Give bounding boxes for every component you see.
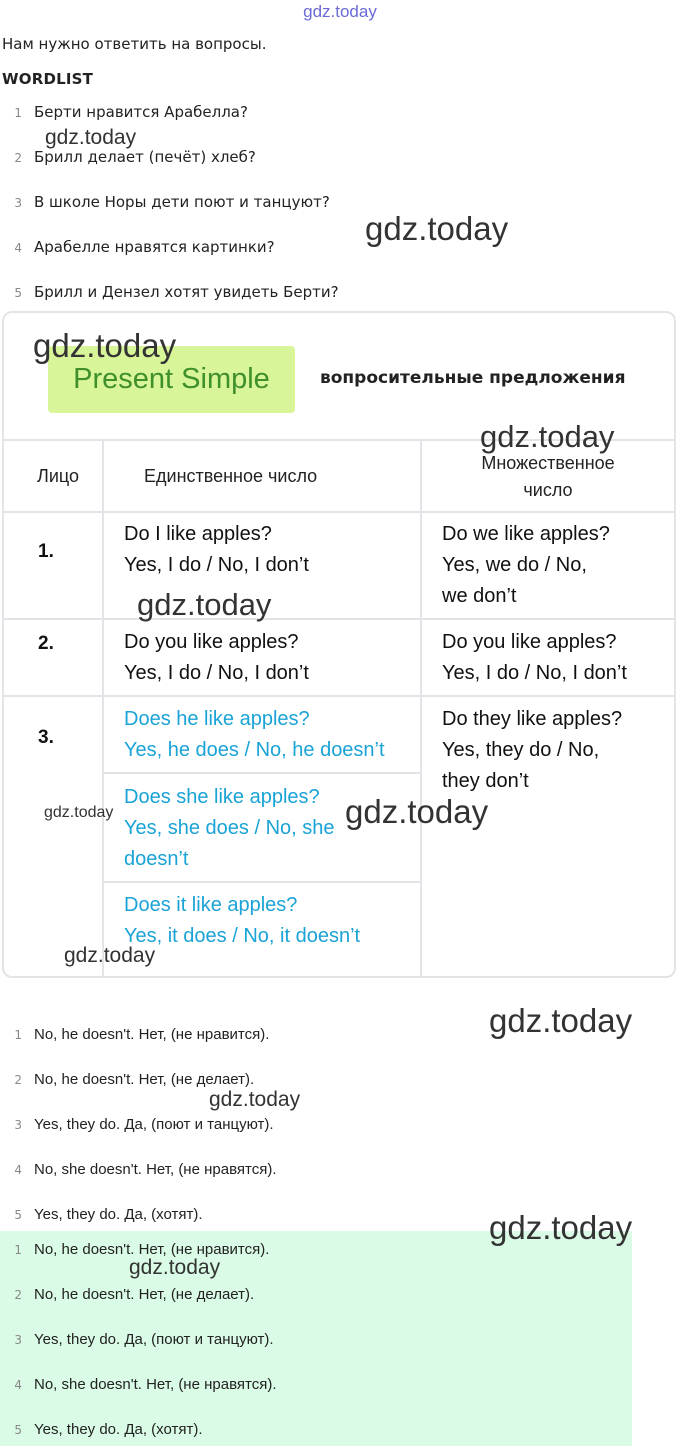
question-item xyxy=(0,101,248,123)
question-item xyxy=(0,281,339,303)
question-item xyxy=(0,191,330,213)
answer-number: 4 xyxy=(14,1163,22,1177)
question-text: Брилл и Дензел хотят увидеть Берти? xyxy=(34,283,339,301)
question-text: Брилл делает (печёт) хлеб? xyxy=(34,148,256,166)
cell-text: Do I like apples? xyxy=(124,523,272,545)
intro-text: Нам нужно ответить на вопросы. xyxy=(2,35,267,53)
answer-text: No, he doesn't. Нет, (не делает). xyxy=(34,1286,255,1303)
answer-number: 1 xyxy=(14,1243,22,1257)
answer-item xyxy=(0,1283,254,1305)
cell-text: Do you like apples? xyxy=(442,631,617,653)
watermark: gdz.today xyxy=(33,327,177,364)
cell-text: Yes, I do / No, I don’t xyxy=(124,662,309,684)
question-text: Арабелле нравятся картинки? xyxy=(34,238,275,256)
watermark: gdz.today xyxy=(209,1088,301,1111)
answer-item xyxy=(0,1418,203,1440)
cell-text: Does she like apples? xyxy=(124,786,320,808)
answer-text: Yes, they do. Да, (поют и танцуют). xyxy=(34,1331,274,1348)
cell-text: Yes, it does / No, it doesn’t xyxy=(124,925,361,947)
question-number: 3 xyxy=(14,196,22,210)
answer-text: Yes, they do. Да, (хотят). xyxy=(34,1421,203,1438)
answer-number: 2 xyxy=(14,1288,22,1302)
table-column-divider xyxy=(102,439,104,978)
question-number: 4 xyxy=(14,241,22,255)
cell-text: Yes, we do / No, xyxy=(442,554,587,576)
row-number: 3. xyxy=(38,727,54,748)
watermark: gdz.today xyxy=(489,1002,633,1039)
answer-number: 4 xyxy=(14,1378,22,1392)
answer-number: 2 xyxy=(14,1073,22,1087)
row-number: 1. xyxy=(38,541,54,562)
watermark: gdz.today xyxy=(489,1209,633,1246)
cell-text: Yes, I do / No, I don’t xyxy=(442,662,627,684)
cell-text: Do you like apples? xyxy=(124,631,299,653)
watermark: gdz.today xyxy=(45,126,137,149)
watermark: gdz.today xyxy=(365,210,509,247)
table-column-divider xyxy=(420,439,422,978)
cell-text: Yes, they do / No, xyxy=(442,739,600,761)
answer-item xyxy=(0,1373,276,1395)
wordlist-title: WORDLIST xyxy=(2,70,94,88)
question-text: Берти нравится Арабелла? xyxy=(34,103,248,121)
answer-text: No, he doesn't. Нет, (не делает). xyxy=(34,1071,255,1088)
badge-label: Present Simple xyxy=(73,363,270,395)
cell-text: Yes, she does / No, she xyxy=(124,817,335,839)
watermark: gdz.today xyxy=(64,944,156,967)
answer-item xyxy=(0,1068,254,1090)
top-watermark: gdz.today xyxy=(303,2,377,21)
answer-text: Yes, they do. Да, (поют и танцуют). xyxy=(34,1116,274,1133)
grammar-subtitle: вопросительные предложения xyxy=(320,368,626,388)
answer-text: No, he doesn't. Нет, (не нравится). xyxy=(34,1241,270,1258)
cell-text: Yes, I do / No, I don’t xyxy=(124,554,309,576)
question-number: 5 xyxy=(14,286,22,300)
answer-text: Yes, they do. Да, (хотят). xyxy=(34,1206,203,1223)
row-number: 2. xyxy=(38,633,54,654)
answer-item xyxy=(0,1203,203,1225)
answer-text: No, he doesn't. Нет, (не нравится). xyxy=(34,1026,270,1043)
answer-number: 3 xyxy=(14,1118,22,1132)
cell-text: Yes, he does / No, he doesn’t xyxy=(124,739,385,761)
question-number: 1 xyxy=(14,106,22,120)
cell-text: we don’t xyxy=(442,585,517,607)
watermark: gdz.today xyxy=(129,1256,221,1279)
watermark: gdz.today xyxy=(480,419,615,454)
watermark: gdz.today xyxy=(137,587,272,622)
cell-text: Do they like apples? xyxy=(442,708,623,730)
cell-text: doesn’t xyxy=(124,848,189,870)
answer-text: No, she doesn't. Нет, (не нравятся). xyxy=(34,1376,277,1393)
answer-number: 5 xyxy=(14,1423,22,1437)
cell-text: they don’t xyxy=(442,770,529,792)
answer-item xyxy=(0,1113,274,1135)
header-singular: Единственное число xyxy=(144,466,318,486)
table-divider xyxy=(104,772,422,774)
answer-number: 1 xyxy=(14,1028,22,1042)
header-person: Лицо xyxy=(37,466,79,486)
table-divider xyxy=(104,881,422,883)
header-plural-line2: число xyxy=(523,480,573,500)
answer-number: 5 xyxy=(14,1208,22,1222)
question-number: 2 xyxy=(14,151,22,165)
cell-text: Do we like apples? xyxy=(442,523,610,545)
cell-text: Does it like apples? xyxy=(124,894,298,916)
answer-item xyxy=(0,1328,274,1350)
question-item xyxy=(0,236,275,258)
answer-item xyxy=(0,1023,269,1045)
watermark: gdz.today xyxy=(345,793,489,830)
header-plural-line1: Множественное xyxy=(481,453,615,473)
answer-item xyxy=(0,1158,276,1180)
watermark: gdz.today xyxy=(44,804,114,821)
answer-number: 3 xyxy=(14,1333,22,1347)
answer-text: No, she doesn't. Нет, (не нравятся). xyxy=(34,1161,277,1178)
question-text: В школе Норы дети поют и танцуют? xyxy=(34,193,330,211)
cell-text: Does he like apples? xyxy=(124,708,310,730)
